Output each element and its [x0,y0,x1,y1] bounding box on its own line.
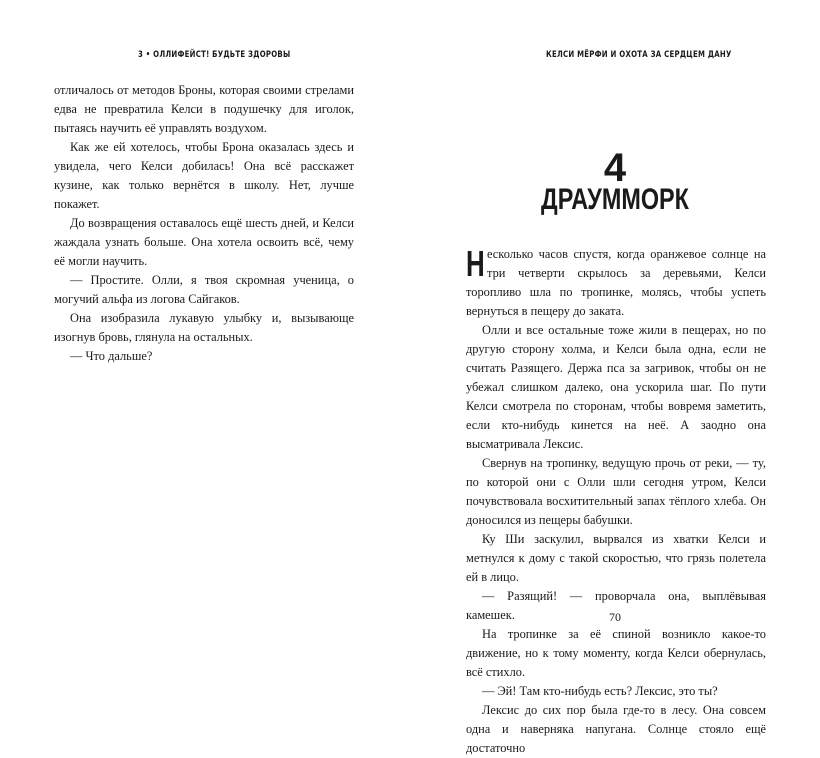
right-paragraph: — Эй! Там кто-нибудь есть? Лексис, это ты? [482,684,718,698]
left-paragraph: отличалось от методов Броны, которая своими стрелами едва не превратила Келси в подушечку для иголок, пытаясь научить её управлять воздухом. [54,83,354,135]
right-paragraph: Свернув на тропинку, ведущую прочь от реки, — ту, по которой они с Олли шли сегодня утром, Келси почувствовала восхитительный запах тёплого хлеба. Он доносился из пещеры бабушки. [466,456,766,527]
left-paragraph: Она изобразила лукавую улыбку и, вызывающе изогнув бровь, глянула на остальных. [54,311,354,344]
right-body-text [466,245,766,758]
left-running-head: 3 • ОЛЛИФЕЙСТ! БУДЬТЕ ЗДОРОВЫ [138,50,291,60]
right-paragraph: На тропинке за её спиной возникло какое-то движение, но к тому моменту, когда Келси обернулась, всё стихло. [466,627,766,679]
right-paragraph: Олли и все остальные тоже жили в пещерах, но по другую сторону холма, и Келси была одна, если не считать Разящего. Держа пса за загривок, чтобы он не убежал слишком далеко, она ускорила шаг. По пути Келси смотрела по сторонам, чтобы вовремя заметить, если кто-нибудь кинется на неё. А заодно она высматривала Лексис. [466,323,766,451]
opening-paragraph [466,245,766,321]
chapter-title: ДРАУММОРК [541,183,689,216]
left-paragraph: — Простите. Олли, я твоя скромная ученица, о могучий альфа из логова Сайгаков. [54,273,354,306]
left-paragraph: До возвращения оставалось ещё шесть дней, и Келси жаждала узнать больше. Она хотела освоить всё, чему её могли научить. [54,216,354,268]
left-body-text [54,81,354,366]
right-running-head: КЕЛСИ МЁРФИ И ОХОТА ЗА СЕРДЦЕМ ДАНУ [546,50,732,60]
opening-paragraph-text: есколько часов спустя, когда оранжевое солнце на три четверти скрылось за деревьями, Келси торопливо шла по тропинке, молясь, чтобы успеть вернуться в пещеру до заката. [466,247,766,318]
page-number: 70 [609,610,621,624]
left-paragraph: — Что дальше? [70,349,153,363]
right-paragraph: Ку Ши заскулил, вырвался из хватки Келси и метнулся к дому с такой скоростью, что грязь полетела ей в лицо. [466,532,766,584]
chapter-number: 4 [603,146,627,190]
left-paragraph: Как же ей хотелось, чтобы Брона оказалась здесь и увидела, чего Келси добилась! Она всё расскажет кузине, как только вернётся в школу. Нет, лучше покажет. [54,140,354,211]
left-page [0,0,410,662]
right-page [410,0,820,755]
right-paragraph: — Разящий! — проворчала она, выплёвывая камешек. [466,589,766,622]
right-paragraph: Лексис до сих пор была где-то в лесу. Она совсем одна и наверняка напугана. Солнце стояло ещё достаточно [466,703,766,755]
drop-cap: Н [466,243,485,284]
